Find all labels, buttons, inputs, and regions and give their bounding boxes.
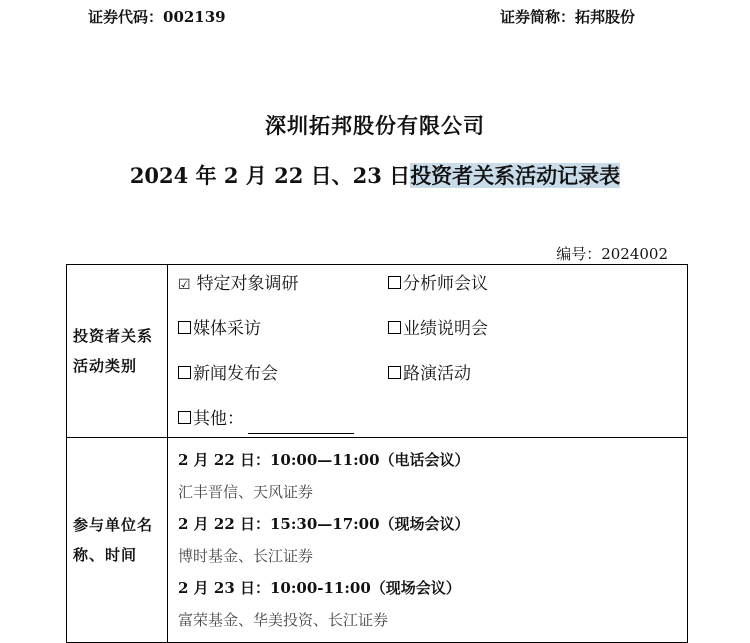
- activity-record-table: [66, 264, 688, 643]
- session-time: 2 月 22 日：15:30—17:00（现场会议）: [178, 515, 470, 533]
- category-option-other[interactable]: [178, 404, 388, 434]
- document-title: [0, 160, 750, 190]
- unchecked-box-icon: [388, 276, 401, 289]
- participants-list: [168, 438, 688, 643]
- checked-box-icon: ☑: [178, 276, 191, 293]
- session-orgs: 汇丰晋信、天风证券: [178, 483, 314, 501]
- unchecked-box-icon: [178, 411, 191, 424]
- company-name: 深圳拓邦股份有限公司: [265, 113, 485, 138]
- title-date: 2024 年 2 月 22 日、23 日: [129, 163, 411, 188]
- category-option-media-interview[interactable]: [178, 314, 388, 344]
- category-option-label: 其他：: [193, 408, 244, 429]
- category-label: 投资者关系活动类别: [67, 265, 168, 438]
- unchecked-box-icon: [178, 366, 191, 379]
- category-option-label: 媒体采访: [193, 318, 261, 339]
- category-options: [168, 265, 688, 438]
- category-option-label: 新闻发布会: [193, 363, 278, 384]
- category-option-press-conference[interactable]: [178, 359, 388, 389]
- category-option-analyst-meeting[interactable]: [388, 269, 681, 299]
- other-blank-line: [248, 413, 354, 434]
- title-highlighted-text[interactable]: 投资者关系活动记录表: [410, 163, 621, 188]
- session-orgs: 富荣基金、华美投资、长江证券: [178, 611, 389, 629]
- stock-name: 证券简称：拓邦股份: [500, 8, 636, 26]
- category-option-specific-research[interactable]: [178, 269, 388, 299]
- unchecked-box-icon: [178, 321, 191, 334]
- session-time: 2 月 23 日：10:00-11:00（现场会议）: [178, 579, 461, 597]
- unchecked-box-icon: [388, 321, 401, 334]
- category-option-label: 路演活动: [403, 363, 471, 384]
- unchecked-box-icon: [388, 366, 401, 379]
- category-option-roadshow[interactable]: [388, 359, 681, 389]
- session-time: 2 月 22 日：10:00—11:00（电话会议）: [178, 451, 470, 469]
- participants-row: [67, 438, 688, 643]
- participants-label: 参与单位名称、时间: [67, 438, 168, 643]
- document-number: 编号：2024002: [556, 245, 668, 263]
- category-option-label: 业绩说明会: [403, 318, 488, 339]
- stock-code: 证券代码：002139: [88, 8, 226, 26]
- session-orgs: 博时基金、长江证券: [178, 547, 314, 565]
- category-option-earnings-call[interactable]: [388, 314, 681, 344]
- category-row: [67, 265, 688, 438]
- category-option-label: 特定对象调研: [196, 273, 299, 294]
- category-option-label: 分析师会议: [403, 273, 488, 294]
